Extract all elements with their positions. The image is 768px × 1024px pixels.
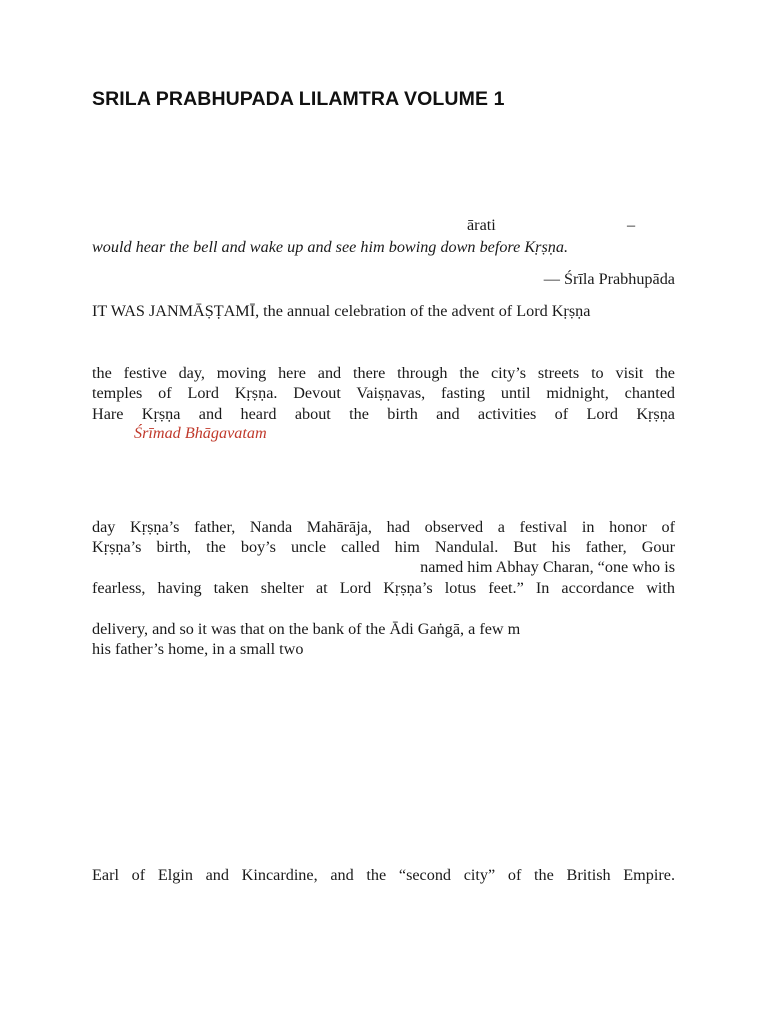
epigraph-line: would hear the bell and wake up and see him bowing down before Kṛṣṇa. (92, 238, 568, 256)
paragraph-2-line-2: temples of Lord Kṛṣṇa. Devout Vaiṣṇavas, fasting until midnight, chanted (92, 384, 675, 402)
epigraph-dash: – (627, 216, 636, 234)
epigraph-attribution: — Śrīla Prabhupāda (543, 270, 675, 288)
paragraph-3-line-1: day Kṛṣṇa’s father, Nanda Mahārāja, had observed a festival in honor of (92, 518, 675, 536)
paragraph-2-line-3: Hare Kṛṣṇa and heard about the birth and activities of Lord Kṛṣṇa (92, 405, 675, 423)
paragraph-3-line-2: Kṛṣṇa’s birth, the boy’s uncle called him Nandulal. But his father, Gour (92, 538, 675, 556)
book-title-srimad-bhagavatam: Śrīmad Bhāgavatam (134, 424, 267, 442)
paragraph-4-line-2: his father’s home, in a small two (92, 640, 304, 658)
paragraph-5-line-1: Earl of Elgin and Kincardine, and the “second city” of the British Empire. (92, 866, 675, 884)
paragraph-1-line-1: IT WAS JANMĀṢṬAMĪ, the annual celebration of the advent of Lord Kṛṣṇa (92, 302, 591, 320)
paragraph-3-line-4: fearless, having taken shelter at Lord Kṛṣṇa’s lotus feet.” In accordance with (92, 579, 675, 597)
epigraph-arati: ārati (467, 216, 496, 234)
page-title: SRILA PRABHUPADA LILAMTRA VOLUME 1 (92, 88, 505, 110)
paragraph-2-line-1: the festive day, moving here and there through the city’s streets to visit the (92, 364, 675, 382)
paragraph-4-line-1: delivery, and so it was that on the bank of the Ādi Gaṅgā, a few m (92, 620, 521, 638)
paragraph-3-line-3: named him Abhay Charan, “one who is (420, 558, 675, 576)
